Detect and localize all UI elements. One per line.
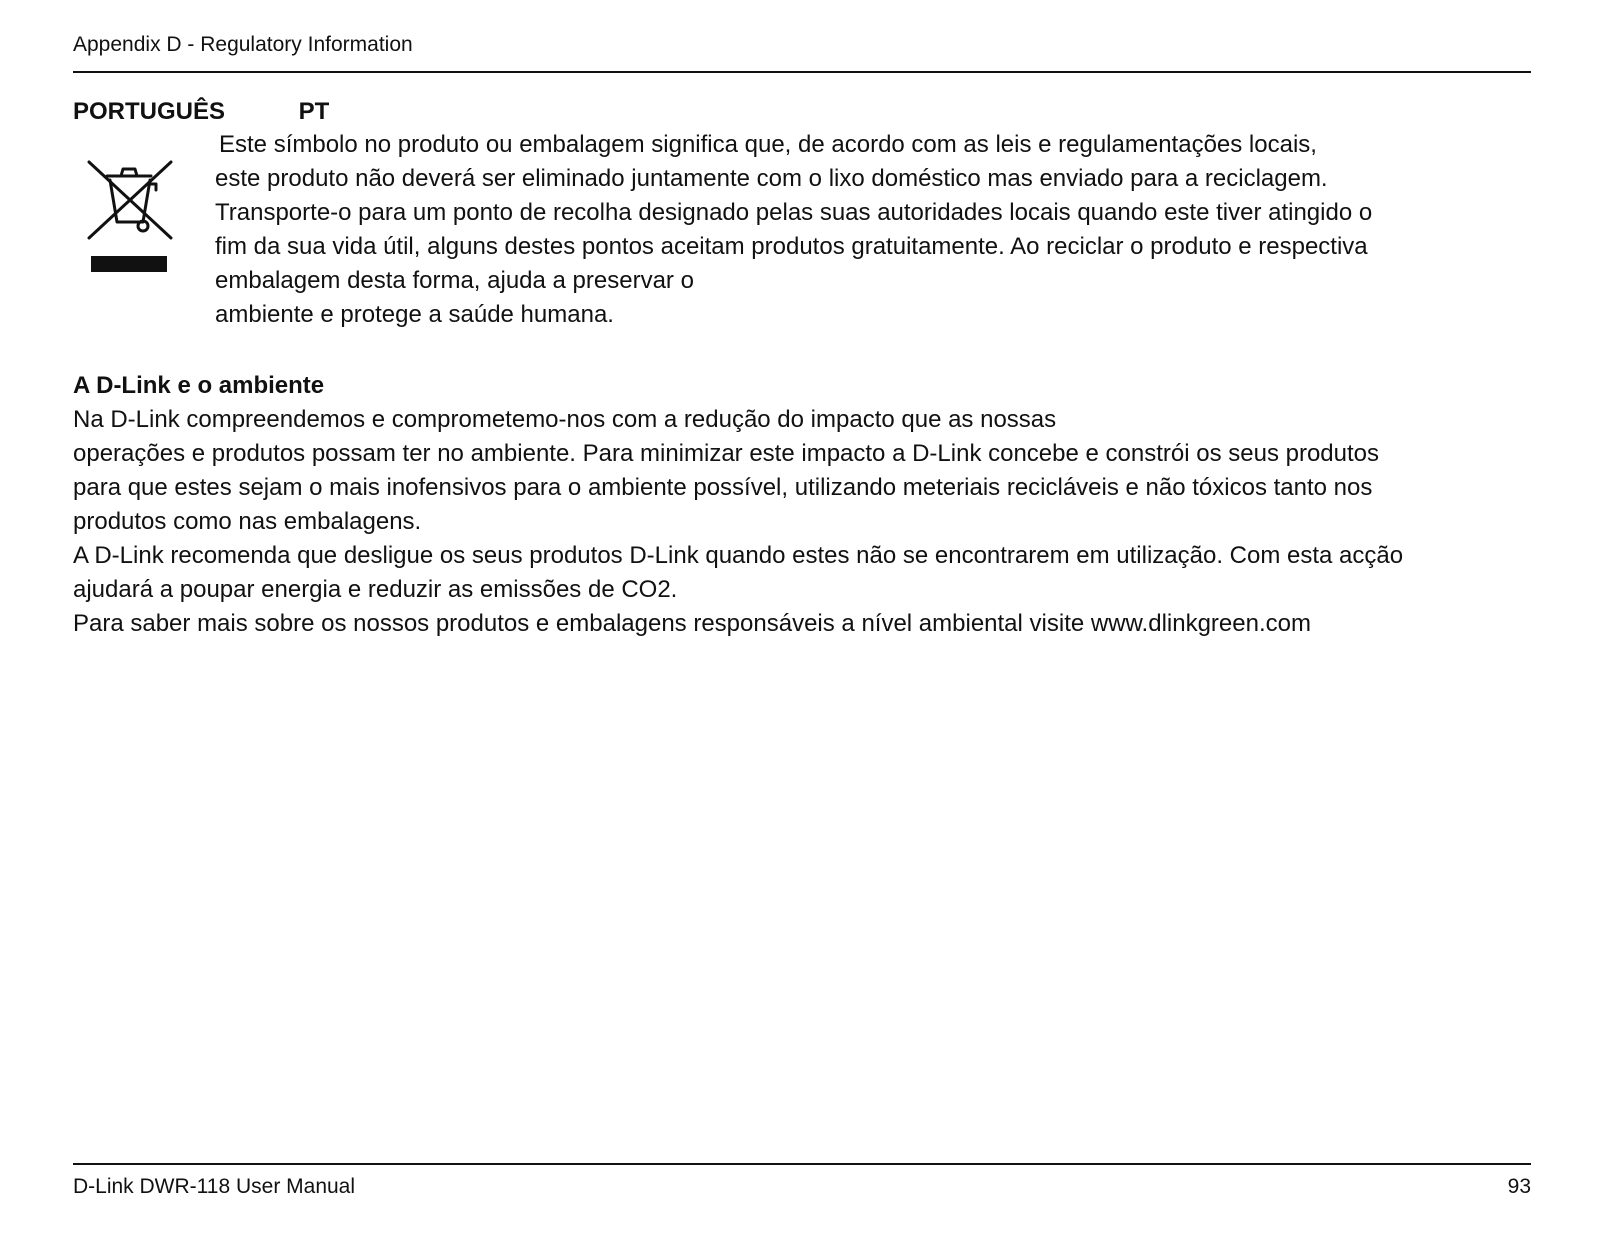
language-code: PT [298,98,330,125]
footer-manual-title: D-Link DWR-118 User Manual [73,1175,356,1198]
intro-line: embalagem desta forma, ajuda a preservar o [215,267,694,294]
section-line: Na D-Link compreendemos e comprometemo-nos com a redução do impacto que as nossas [73,406,1057,433]
environment-section [73,369,1533,641]
intro-line: fim da sua vida útil, alguns destes pontos aceitam produtos gratuitamente. Ao reciclar o produto e respectiva [215,233,1368,260]
intro-line: ambiente e protege a saúde humana. [215,301,614,328]
language-name: PORTUGUÊS [73,98,226,125]
footer-divider [73,1163,1531,1165]
page-header-title: Appendix D - Regulatory Information [73,33,413,56]
intro-line: Este símbolo no produto ou embalagem significa que, de acordo com as leis e regulamentações locais, [219,131,1317,158]
section-line: operações e produtos possam ter no ambiente. Para minimizar este impacto a D-Link concebe e constrói os seus produtos [73,440,1380,467]
section-line: A D-Link recomenda que desligue os seus produtos D-Link quando estes não se encontrarem em utilização. Com esta acção [73,542,1404,569]
header-divider [73,71,1531,73]
language-heading [73,97,329,127]
page-number: 93 [1507,1175,1531,1198]
intro-line: Transporte-o para um ponto de recolha designado pelas suas autoridades locais quando este tiver atingido o [215,199,1373,226]
crossed-out-wheeled-bin-icon [85,160,177,280]
weee-disposal-notice [215,128,1515,332]
section-line: Para saber mais sobre os nossos produtos e embalagens responsáveis a nível ambiental visite www.dlinkgreen.com [73,610,1311,637]
section-line: para que estes sejam o mais inofensivos para o ambiente possível, utilizando meteriais recicláveis e não tóxicos tanto nos [73,474,1373,501]
intro-line: este produto não deverá ser eliminado juntamente com o lixo doméstico mas enviado para a reciclagem. [215,165,1328,192]
section-line: ajudará a poupar energia e reduzir as emissões de CO2. [73,576,678,603]
section-line: produtos como nas embalagens. [73,508,422,535]
section-heading: A D-Link e o ambiente [73,372,325,399]
